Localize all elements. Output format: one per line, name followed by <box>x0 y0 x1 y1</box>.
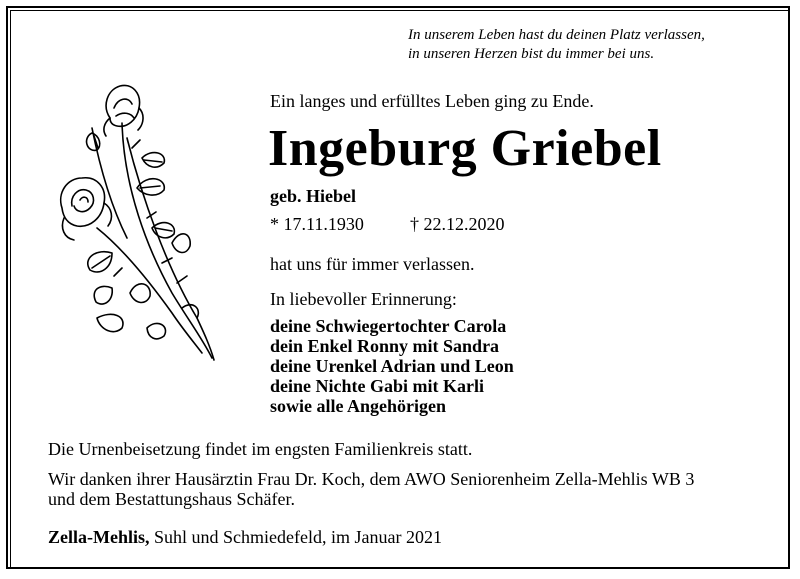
verse <box>408 26 705 64</box>
intro-text: Ein langes und erfülltes Leben ging zu Ende. <box>270 91 594 111</box>
maiden-name: geb. Hiebel <box>270 186 356 206</box>
place-city: Zella-Mehlis, <box>48 527 150 547</box>
mourner-item: dein Enkel Ronny mit Sandra <box>270 336 500 356</box>
deceased-name: Ingeburg Griebel <box>268 120 662 177</box>
funeral-note: Die Urnenbeisetzung findet im engsten Familienkreis statt. <box>48 439 473 459</box>
verse-line-2: in unseren Herzen bist du immer bei uns. <box>408 46 655 62</box>
thanks-line-1: Wir danken ihrer Hausärztin Frau Dr. Koch, dem AWO Seniorenheim Zella-Mehlis WB 3 <box>48 469 695 489</box>
verse-line-1: In unserem Leben hast du deinen Platz verlassen, <box>408 27 705 43</box>
memory-line: In liebevoller Erinnerung: <box>270 289 457 309</box>
place-date <box>48 527 442 548</box>
mourner-item: sowie alle Angehörigen <box>270 396 446 416</box>
mourner-item: deine Nichte Gabi mit Karli <box>270 376 484 396</box>
place-rest: Suhl und Schmiedefeld, im Januar 2021 <box>149 527 442 547</box>
mourner-item: deine Schwiegertochter Carola <box>270 316 507 336</box>
birth-date: * 17.11.1930 <box>270 214 364 234</box>
death-date: † 22.12.2020 <box>410 214 505 234</box>
mourners-list <box>270 316 514 416</box>
rose-branch-icon <box>52 78 227 373</box>
thanks-note <box>48 469 788 509</box>
thanks-line-2: und dem Bestattungshaus Schäfer. <box>48 489 295 509</box>
mourner-item: deine Urenkel Adrian und Leon <box>270 356 514 376</box>
left-message: hat uns für immer verlassen. <box>270 254 475 274</box>
